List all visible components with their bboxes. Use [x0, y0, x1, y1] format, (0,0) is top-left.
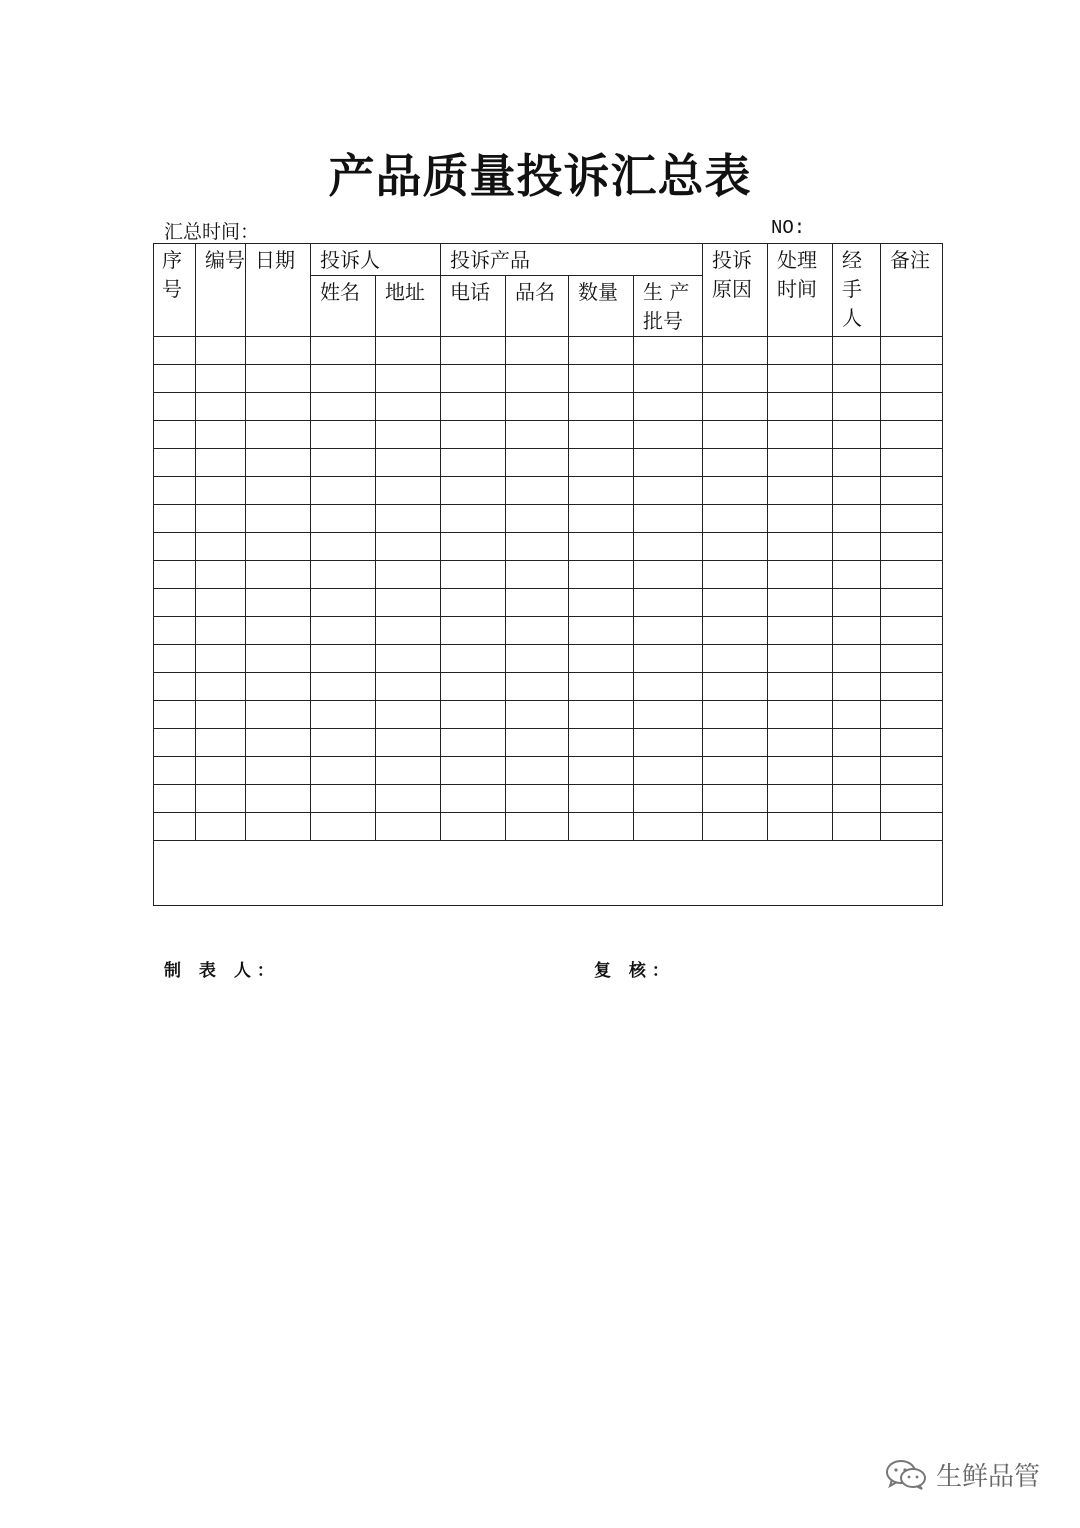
- table-cell[interactable]: [703, 813, 768, 841]
- table-cell[interactable]: [196, 673, 246, 701]
- table-cell[interactable]: [311, 757, 376, 785]
- table-cell[interactable]: [768, 729, 833, 757]
- table-cell[interactable]: [768, 785, 833, 813]
- table-cell[interactable]: [246, 617, 311, 645]
- table-cell[interactable]: [376, 337, 441, 365]
- header-product-phone: 电话: [441, 276, 506, 337]
- table-cell[interactable]: [154, 701, 196, 729]
- summary-time-label: 汇总时间：: [164, 221, 260, 243]
- table-cell[interactable]: [441, 729, 506, 757]
- table-row: [154, 617, 943, 645]
- table-cell[interactable]: [833, 645, 881, 673]
- table-cell[interactable]: [246, 533, 311, 561]
- table-cell[interactable]: [376, 449, 441, 477]
- table-cell[interactable]: [246, 477, 311, 505]
- table-cell[interactable]: [506, 449, 569, 477]
- table-cell[interactable]: [768, 421, 833, 449]
- header-product-batch: 生 产批号: [634, 276, 703, 337]
- table-cell[interactable]: [768, 561, 833, 589]
- table-cell[interactable]: [768, 449, 833, 477]
- table-cell[interactable]: [506, 617, 569, 645]
- table-cell[interactable]: [768, 645, 833, 673]
- table-cell[interactable]: [768, 477, 833, 505]
- table-cell[interactable]: [768, 701, 833, 729]
- table-cell[interactable]: [881, 477, 943, 505]
- watermark: [884, 1456, 1040, 1493]
- table-cell[interactable]: [569, 477, 634, 505]
- table-cell[interactable]: [703, 785, 768, 813]
- table-cell[interactable]: [703, 729, 768, 757]
- table-row: [154, 561, 943, 589]
- table-cell[interactable]: [634, 813, 703, 841]
- table-cell[interactable]: [506, 337, 569, 365]
- table-cell[interactable]: [506, 365, 569, 393]
- table-cell[interactable]: [441, 813, 506, 841]
- table-cell[interactable]: [881, 533, 943, 561]
- table-cell[interactable]: [569, 505, 634, 533]
- table-cell[interactable]: [311, 673, 376, 701]
- table-cell[interactable]: [881, 617, 943, 645]
- table-cell[interactable]: [634, 337, 703, 365]
- table-cell[interactable]: [246, 365, 311, 393]
- header-code: 编号: [196, 244, 246, 337]
- header-product-name: 品名: [506, 276, 569, 337]
- table-cell[interactable]: [376, 673, 441, 701]
- table-cell[interactable]: [441, 477, 506, 505]
- table-cell[interactable]: [569, 785, 634, 813]
- table-cell[interactable]: [441, 589, 506, 617]
- table-cell[interactable]: [154, 533, 196, 561]
- table-cell[interactable]: [196, 701, 246, 729]
- table-row: [154, 813, 943, 841]
- table-cell[interactable]: [881, 337, 943, 365]
- table-cell[interactable]: [376, 813, 441, 841]
- document-title: 产品质量投诉汇总表: [328, 149, 752, 203]
- table-cell[interactable]: [703, 337, 768, 365]
- table-cell[interactable]: [768, 505, 833, 533]
- table-row: [154, 757, 943, 785]
- table-cell[interactable]: [881, 757, 943, 785]
- table-cell[interactable]: [196, 617, 246, 645]
- table-cell[interactable]: [634, 561, 703, 589]
- table-cell[interactable]: [768, 813, 833, 841]
- table-cell[interactable]: [703, 449, 768, 477]
- header-complainant-name: 姓名: [311, 276, 376, 337]
- table-cell[interactable]: [246, 757, 311, 785]
- table-cell[interactable]: [154, 477, 196, 505]
- table-cell[interactable]: [881, 701, 943, 729]
- table-cell[interactable]: [833, 561, 881, 589]
- table-row: [154, 421, 943, 449]
- table-cell[interactable]: [311, 701, 376, 729]
- table-cell[interactable]: [196, 729, 246, 757]
- complaint-summary-table: [153, 243, 943, 906]
- table-cell[interactable]: [833, 673, 881, 701]
- header-handle-time: 处理时间: [768, 244, 833, 337]
- table-cell[interactable]: [569, 617, 634, 645]
- table-cell[interactable]: [881, 785, 943, 813]
- table-cell[interactable]: [441, 365, 506, 393]
- table-cell[interactable]: [703, 757, 768, 785]
- table-cell[interactable]: [441, 449, 506, 477]
- table-cell[interactable]: [833, 337, 881, 365]
- table-cell[interactable]: [506, 813, 569, 841]
- table-cell[interactable]: [833, 729, 881, 757]
- table-cell[interactable]: [376, 757, 441, 785]
- table-cell[interactable]: [376, 729, 441, 757]
- table-cell[interactable]: [569, 533, 634, 561]
- table-cell[interactable]: [634, 365, 703, 393]
- table-cell[interactable]: [833, 617, 881, 645]
- table-cell[interactable]: [441, 673, 506, 701]
- table-cell[interactable]: [634, 589, 703, 617]
- table-cell[interactable]: [634, 393, 703, 421]
- table-cell[interactable]: [196, 449, 246, 477]
- table-cell[interactable]: [506, 477, 569, 505]
- table-cell[interactable]: [768, 533, 833, 561]
- table-cell[interactable]: [833, 449, 881, 477]
- table-cell[interactable]: [441, 701, 506, 729]
- table-row: [154, 477, 943, 505]
- header-product-quantity: 数量: [569, 276, 634, 337]
- table-cell[interactable]: [833, 505, 881, 533]
- table-cell[interactable]: [311, 421, 376, 449]
- table-cell[interactable]: [881, 729, 943, 757]
- table-body: [154, 337, 943, 906]
- table-cell[interactable]: [569, 645, 634, 673]
- header-product: 投诉产品: [441, 244, 703, 276]
- table-cell[interactable]: [311, 589, 376, 617]
- table-cell[interactable]: [311, 337, 376, 365]
- table-cell[interactable]: [634, 701, 703, 729]
- table-cell[interactable]: [154, 449, 196, 477]
- table-cell[interactable]: [768, 673, 833, 701]
- table-cell[interactable]: [196, 813, 246, 841]
- table-cell[interactable]: [196, 477, 246, 505]
- table-cell[interactable]: [196, 645, 246, 673]
- table-cell[interactable]: [881, 589, 943, 617]
- table-cell[interactable]: [634, 673, 703, 701]
- table-cell[interactable]: [196, 365, 246, 393]
- table-cell[interactable]: [441, 421, 506, 449]
- table-cell[interactable]: [154, 393, 196, 421]
- reviewer-label: 复 核：: [594, 961, 675, 981]
- table-cell[interactable]: [441, 785, 506, 813]
- table-cell[interactable]: [376, 421, 441, 449]
- table-cell[interactable]: [441, 533, 506, 561]
- table-cell[interactable]: [569, 813, 634, 841]
- table-cell[interactable]: [881, 561, 943, 589]
- table-cell[interactable]: [569, 561, 634, 589]
- table-cell[interactable]: [833, 365, 881, 393]
- table-cell[interactable]: [246, 561, 311, 589]
- table-cell[interactable]: [311, 449, 376, 477]
- table-cell[interactable]: [246, 421, 311, 449]
- header-reason: 投诉原因: [703, 244, 768, 337]
- table-cell[interactable]: [246, 589, 311, 617]
- table-cell[interactable]: [569, 757, 634, 785]
- table-cell[interactable]: [376, 533, 441, 561]
- table-cell[interactable]: [376, 617, 441, 645]
- table-cell[interactable]: [441, 757, 506, 785]
- table-row: [154, 729, 943, 757]
- table-cell[interactable]: [154, 421, 196, 449]
- table-cell[interactable]: [246, 701, 311, 729]
- table-cell[interactable]: [246, 337, 311, 365]
- table-cell[interactable]: [311, 645, 376, 673]
- table-cell[interactable]: [569, 337, 634, 365]
- table-cell[interactable]: [833, 701, 881, 729]
- table-cell[interactable]: [833, 477, 881, 505]
- header-complainant-address: 地址: [376, 276, 441, 337]
- table-cell[interactable]: [441, 645, 506, 673]
- table-cell[interactable]: [246, 393, 311, 421]
- table-cell[interactable]: [703, 617, 768, 645]
- table-cell[interactable]: [634, 729, 703, 757]
- table-cell[interactable]: [634, 533, 703, 561]
- table-row: [154, 533, 943, 561]
- table-cell[interactable]: [311, 477, 376, 505]
- table-cell[interactable]: [246, 673, 311, 701]
- table-cell[interactable]: [154, 505, 196, 533]
- table-cell[interactable]: [703, 477, 768, 505]
- table-cell[interactable]: [154, 813, 196, 841]
- table-cell[interactable]: [196, 337, 246, 365]
- table-cell[interactable]: [506, 701, 569, 729]
- table-cell[interactable]: [881, 393, 943, 421]
- header-complainant: 投诉人: [311, 244, 441, 276]
- table-cell[interactable]: [441, 561, 506, 589]
- header-row-1: [154, 244, 943, 276]
- table-cell[interactable]: [703, 421, 768, 449]
- table-cell[interactable]: [196, 533, 246, 561]
- table-cell[interactable]: [506, 757, 569, 785]
- table-cell[interactable]: [246, 785, 311, 813]
- table-cell[interactable]: [569, 589, 634, 617]
- header-seq: 序号: [154, 244, 196, 337]
- table-cell[interactable]: [376, 477, 441, 505]
- table-cell[interactable]: [376, 645, 441, 673]
- table-cell[interactable]: [506, 589, 569, 617]
- table-row: [154, 673, 943, 701]
- table-cell[interactable]: [246, 505, 311, 533]
- table-cell[interactable]: [703, 645, 768, 673]
- table-cell[interactable]: [881, 645, 943, 673]
- table-cell[interactable]: [833, 533, 881, 561]
- table-cell[interactable]: [154, 589, 196, 617]
- header-handler: 经手人: [833, 244, 881, 337]
- table-cell[interactable]: [634, 449, 703, 477]
- table-cell[interactable]: [246, 449, 311, 477]
- table-cell[interactable]: [441, 505, 506, 533]
- table-cell[interactable]: [441, 617, 506, 645]
- table-cell[interactable]: [196, 561, 246, 589]
- table-row: [154, 701, 943, 729]
- table-cell[interactable]: [703, 365, 768, 393]
- table-cell[interactable]: [506, 729, 569, 757]
- table-cell[interactable]: [569, 393, 634, 421]
- table-cell[interactable]: [506, 561, 569, 589]
- table-cell[interactable]: [311, 533, 376, 561]
- table-cell[interactable]: [881, 505, 943, 533]
- table-cell[interactable]: [154, 561, 196, 589]
- table-cell[interactable]: [311, 365, 376, 393]
- table-cell[interactable]: [569, 673, 634, 701]
- table-cell[interactable]: [881, 449, 943, 477]
- table-cell[interactable]: [311, 785, 376, 813]
- table-cell[interactable]: [703, 673, 768, 701]
- table-cell[interactable]: [634, 421, 703, 449]
- table-cell[interactable]: [376, 701, 441, 729]
- table-cell[interactable]: [833, 813, 881, 841]
- number-label: NO:: [771, 217, 806, 239]
- table-cell[interactable]: [154, 645, 196, 673]
- table-cell[interactable]: [703, 561, 768, 589]
- table-row: [154, 449, 943, 477]
- table-cell[interactable]: [376, 589, 441, 617]
- table-row: [154, 365, 943, 393]
- table-cell[interactable]: [768, 337, 833, 365]
- table-cell[interactable]: [833, 589, 881, 617]
- table-cell[interactable]: [196, 589, 246, 617]
- table-cell[interactable]: [154, 337, 196, 365]
- table-cell[interactable]: [506, 673, 569, 701]
- table-cell[interactable]: [376, 785, 441, 813]
- table-cell[interactable]: [376, 505, 441, 533]
- table-cell[interactable]: [246, 729, 311, 757]
- table-cell[interactable]: [246, 645, 311, 673]
- table-row: [154, 337, 943, 365]
- table-cell[interactable]: [881, 421, 943, 449]
- table-cell[interactable]: [703, 393, 768, 421]
- table-cell[interactable]: [154, 757, 196, 785]
- table-cell[interactable]: [196, 757, 246, 785]
- table-cell[interactable]: [833, 393, 881, 421]
- table-row: [154, 645, 943, 673]
- header-date: 日期: [246, 244, 311, 337]
- table-cell[interactable]: [441, 337, 506, 365]
- table-cell[interactable]: [311, 813, 376, 841]
- table-cell[interactable]: [833, 785, 881, 813]
- table-cell[interactable]: [768, 617, 833, 645]
- table-cell[interactable]: [311, 729, 376, 757]
- table-cell[interactable]: [569, 365, 634, 393]
- table-cell[interactable]: [154, 617, 196, 645]
- table-cell[interactable]: [246, 813, 311, 841]
- table-cell[interactable]: [634, 477, 703, 505]
- table-cell[interactable]: [768, 757, 833, 785]
- table-cell[interactable]: [569, 449, 634, 477]
- table-cell[interactable]: [768, 365, 833, 393]
- table-cell[interactable]: [311, 617, 376, 645]
- header-remarks: 备注: [881, 244, 943, 337]
- table-cell[interactable]: [441, 393, 506, 421]
- table-cell[interactable]: [703, 701, 768, 729]
- table-cell[interactable]: [196, 505, 246, 533]
- table-cell[interactable]: [196, 393, 246, 421]
- table-cell[interactable]: [881, 673, 943, 701]
- table-row: [154, 505, 943, 533]
- table-row: [154, 393, 943, 421]
- watermark-text: 生鲜品管: [936, 1462, 1041, 1492]
- table-cell[interactable]: [569, 421, 634, 449]
- table-cell[interactable]: [506, 533, 569, 561]
- table-cell[interactable]: [569, 729, 634, 757]
- table-cell[interactable]: [196, 785, 246, 813]
- table-cell[interactable]: [833, 421, 881, 449]
- table-cell[interactable]: [634, 505, 703, 533]
- table-cell[interactable]: [311, 393, 376, 421]
- table-footer-cell[interactable]: [154, 841, 943, 906]
- table-cell[interactable]: [833, 757, 881, 785]
- table-cell[interactable]: [154, 785, 196, 813]
- wechat-icon: [884, 1459, 928, 1491]
- table-cell[interactable]: [154, 365, 196, 393]
- table-cell[interactable]: [703, 589, 768, 617]
- table-cell[interactable]: [311, 561, 376, 589]
- table-cell[interactable]: [634, 785, 703, 813]
- table-cell[interactable]: [703, 505, 768, 533]
- table-cell[interactable]: [881, 813, 943, 841]
- table-cell[interactable]: [506, 505, 569, 533]
- table-row: [154, 785, 943, 813]
- table-cell[interactable]: [311, 505, 376, 533]
- table-cell[interactable]: [634, 617, 703, 645]
- table-cell[interactable]: [569, 701, 634, 729]
- table-cell[interactable]: [768, 589, 833, 617]
- table-cell[interactable]: [506, 785, 569, 813]
- maker-label: 制 表 人：: [164, 961, 280, 981]
- table-cell[interactable]: [376, 393, 441, 421]
- table-cell[interactable]: [768, 393, 833, 421]
- table-footer-row: [154, 841, 943, 906]
- table-cell[interactable]: [703, 533, 768, 561]
- table-cell[interactable]: [154, 729, 196, 757]
- table-cell[interactable]: [506, 645, 569, 673]
- table-cell[interactable]: [506, 421, 569, 449]
- table-cell[interactable]: [634, 757, 703, 785]
- table-cell[interactable]: [376, 365, 441, 393]
- table-cell[interactable]: [634, 645, 703, 673]
- table-cell[interactable]: [881, 365, 943, 393]
- table-cell[interactable]: [376, 561, 441, 589]
- table-cell[interactable]: [506, 393, 569, 421]
- table-row: [154, 589, 943, 617]
- table-cell[interactable]: [196, 421, 246, 449]
- table-cell[interactable]: [154, 673, 196, 701]
